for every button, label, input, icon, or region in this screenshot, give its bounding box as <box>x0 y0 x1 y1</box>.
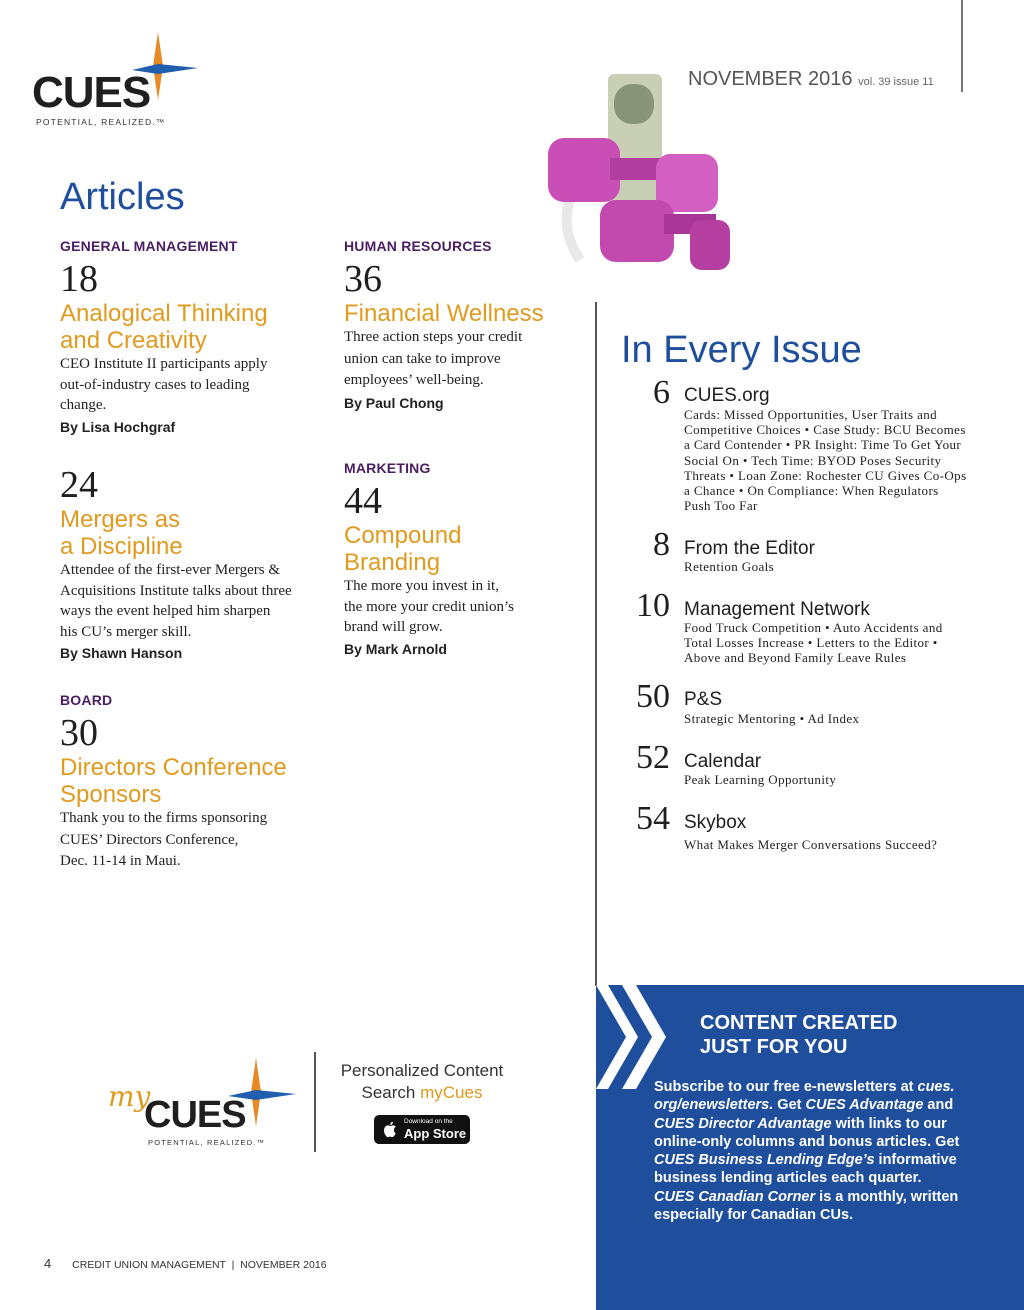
desc-line: a Chance • On Compliance: When Regulators <box>684 483 939 499</box>
desc-line: Social On • Tech Time: BYOD Poses Security <box>684 452 942 468</box>
box-heading <box>700 1011 960 1059</box>
desc-line: Attendee of the first-ever Mergers & <box>60 562 281 578</box>
article-item <box>60 238 330 435</box>
article-title-line[interactable]: Analogical Thinking <box>60 300 268 327</box>
page-number: 24 <box>60 464 98 506</box>
article-title-line[interactable]: Directors Conference <box>60 754 287 781</box>
box-line <box>654 1151 974 1169</box>
page-number: 52 <box>636 739 670 776</box>
cues-logo <box>32 30 202 130</box>
article-description <box>60 354 330 416</box>
column-divider <box>595 302 597 986</box>
article-title-line[interactable]: Financial Wellness <box>344 300 544 327</box>
logo-wordmark: CUES <box>32 68 151 117</box>
section-label: HUMAN RESOURCES <box>344 238 492 254</box>
newsletter-name: CUES Director Advantage <box>654 1115 832 1132</box>
article-item <box>60 466 330 661</box>
desc-line: Strategic Mentoring • Ad Index <box>684 711 860 726</box>
department-description <box>684 772 974 787</box>
page-number: 10 <box>636 587 670 624</box>
footer-page-number: 4 <box>44 1256 52 1271</box>
article-description <box>344 327 584 392</box>
desc-line: Dec. 11-14 in Maui. <box>60 853 181 869</box>
article-title[interactable] <box>344 522 584 576</box>
newsletter-link[interactable]: cues. <box>917 1079 955 1095</box>
article-title-line[interactable]: Mergers as <box>60 506 181 533</box>
article-title[interactable] <box>60 754 330 808</box>
page-number: 18 <box>60 258 98 300</box>
desc-line: union can take to improve <box>344 350 501 367</box>
mycues-link[interactable]: myCues <box>420 1083 483 1102</box>
footer-publication: CREDIT UNION MANAGEMENT | NOVEMBER 2016 <box>72 1259 327 1271</box>
article-description <box>60 560 330 642</box>
article-item <box>344 460 584 657</box>
department-description <box>684 620 974 666</box>
page-number: 8 <box>653 526 670 563</box>
article-title-line[interactable]: Compound <box>344 522 462 549</box>
issue-date: NOVEMBER 2016 <box>688 68 853 90</box>
article-title[interactable] <box>60 300 330 354</box>
department-title[interactable]: CUES.org <box>684 385 770 406</box>
desc-line: The more you invest in it, <box>344 578 499 594</box>
mycues-prefix: my <box>108 1080 151 1113</box>
newsletter-link[interactable]: org/enewsletters. <box>654 1097 774 1114</box>
box-text: is a monthly, written <box>815 1188 959 1205</box>
desc-line: Push Too Far <box>684 498 758 514</box>
department-title[interactable]: P&S <box>684 689 723 710</box>
desc-line: CEO Institute II participants apply <box>60 356 268 372</box>
desc-line: out-of-industry cases to leading <box>60 376 250 393</box>
desc-line: What Makes Merger Conversations Succeed? <box>684 837 938 852</box>
newsletter-name: CUES Business Lending Edge’s <box>654 1152 875 1169</box>
page-footer <box>44 1256 327 1271</box>
box-text: informative <box>874 1152 957 1169</box>
department-title[interactable]: Management Network <box>684 599 870 620</box>
mycues-wordmark: CUES <box>144 1094 246 1136</box>
desc-line: Total Losses Increase • Letters to the Editor • <box>684 635 938 651</box>
department-title[interactable]: Skybox <box>684 812 747 833</box>
desc-line: Three action steps your credit <box>344 329 523 345</box>
desc-line: Above and Beyond Family Leave Rules <box>684 650 907 666</box>
box-text: Subscribe to our free e-newsletters at <box>654 1079 918 1095</box>
department-description <box>684 837 1014 852</box>
article-byline: By Lisa Hochgraf <box>60 418 176 435</box>
box-line <box>654 1078 974 1096</box>
desc-line: a Card Contender • PR Insight: Time To Get Your <box>684 437 962 453</box>
logo-tagline: POTENTIAL, REALIZED.™ <box>36 117 166 127</box>
box-line <box>654 1133 974 1151</box>
desc-line: brand will grow. <box>344 619 443 635</box>
page-number: 50 <box>636 678 670 715</box>
mycues-logo <box>108 1056 308 1152</box>
department-title[interactable]: From the Editor <box>684 538 815 559</box>
desc-line: Cards: Missed Opportunities, User Traits and <box>684 407 938 422</box>
desc-line: employees’ well-being. <box>344 372 484 388</box>
article-byline: By Shawn Hanson <box>60 645 183 661</box>
section-label: BOARD <box>60 692 113 708</box>
page-number: 44 <box>344 480 382 522</box>
desc-line: Competitive Choices • Case Study: BCU Becomes <box>684 422 966 438</box>
search-prefix: Search <box>361 1083 421 1102</box>
box-line <box>654 1096 974 1114</box>
page-number: 54 <box>636 800 670 837</box>
page-number: 36 <box>344 258 382 300</box>
box-text: business lending articles each quarter. <box>654 1170 922 1187</box>
desc-line: change. <box>60 397 107 413</box>
personalized-content-label: Personalized Content <box>340 1061 504 1080</box>
desc-line: Food Truck Competition • Auto Accidents and <box>684 620 943 635</box>
mycues-tagline: POTENTIAL, REALIZED.™ <box>148 1138 266 1147</box>
article-title-line[interactable]: a Discipline <box>60 533 183 560</box>
page-number: 6 <box>653 374 670 411</box>
article-byline: By Mark Arnold <box>344 640 447 657</box>
desc-line: Acquisitions Institute talks about three <box>60 582 292 599</box>
section-label: GENERAL MANAGEMENT <box>60 238 238 254</box>
desc-line: Peak Learning Opportunity <box>684 772 837 787</box>
department-description <box>684 711 974 726</box>
header-divider <box>961 0 963 92</box>
department-description <box>684 559 974 574</box>
desc-line: Threats • Loan Zone: Rochester CU Gives Co-Ops <box>684 467 967 483</box>
app-store-badge[interactable] <box>374 1115 470 1144</box>
search-mycues-label[interactable] <box>322 1083 522 1103</box>
article-title[interactable] <box>60 506 330 560</box>
apple-icon <box>383 1121 398 1138</box>
desc-line: Thank you to the firms sponsoring <box>60 810 268 826</box>
promo-divider <box>314 1052 316 1152</box>
box-text: online-only columns and bonus articles. Get <box>654 1133 960 1150</box>
article-description <box>344 576 584 638</box>
newsletter-name: CUES Canadian Corner <box>654 1188 816 1205</box>
box-body <box>654 1078 974 1224</box>
box-text: Get <box>773 1097 806 1114</box>
box-text: with links to our <box>831 1115 947 1132</box>
issue-volume: vol. 39 issue 11 <box>858 76 934 88</box>
box-line <box>654 1169 974 1187</box>
every-issue-heading: In Every Issue <box>621 329 862 371</box>
section-label: MARKETING <box>344 460 431 476</box>
article-description <box>60 808 330 873</box>
desc-line: his CU’s merger skill. <box>60 623 192 640</box>
newsletter-name: CUES Advantage <box>805 1097 924 1114</box>
app-store-small-text: Download on the <box>404 1118 453 1125</box>
box-text: and <box>923 1097 954 1114</box>
articles-heading: Articles <box>60 176 185 218</box>
desc-line: the more your credit union’s <box>344 598 514 615</box>
page-number: 30 <box>60 712 98 754</box>
desc-line: CUES’ Directors Conference, <box>60 831 239 848</box>
box-line <box>654 1188 974 1206</box>
box-line <box>654 1115 974 1133</box>
app-store-text: App Store <box>404 1126 467 1141</box>
desc-line: ways the event helped him sharpen <box>60 603 271 619</box>
article-title-line[interactable]: Branding <box>344 549 441 576</box>
article-title-line[interactable]: Sponsors <box>60 781 162 808</box>
box-line <box>654 1206 974 1224</box>
department-title[interactable]: Calendar <box>684 751 762 772</box>
box-text: especially for Canadian CUs. <box>654 1207 854 1224</box>
article-item <box>344 238 584 411</box>
article-byline: By Paul Chong <box>344 394 444 411</box>
article-title-line[interactable]: and Creativity <box>60 327 207 354</box>
box-heading-line: JUST FOR YOU <box>700 1036 848 1058</box>
desc-line: Retention Goals <box>684 559 775 574</box>
department-description <box>684 407 974 513</box>
box-heading-line: CONTENT CREATED <box>700 1012 898 1034</box>
article-title[interactable] <box>344 300 584 327</box>
article-item <box>60 692 330 873</box>
